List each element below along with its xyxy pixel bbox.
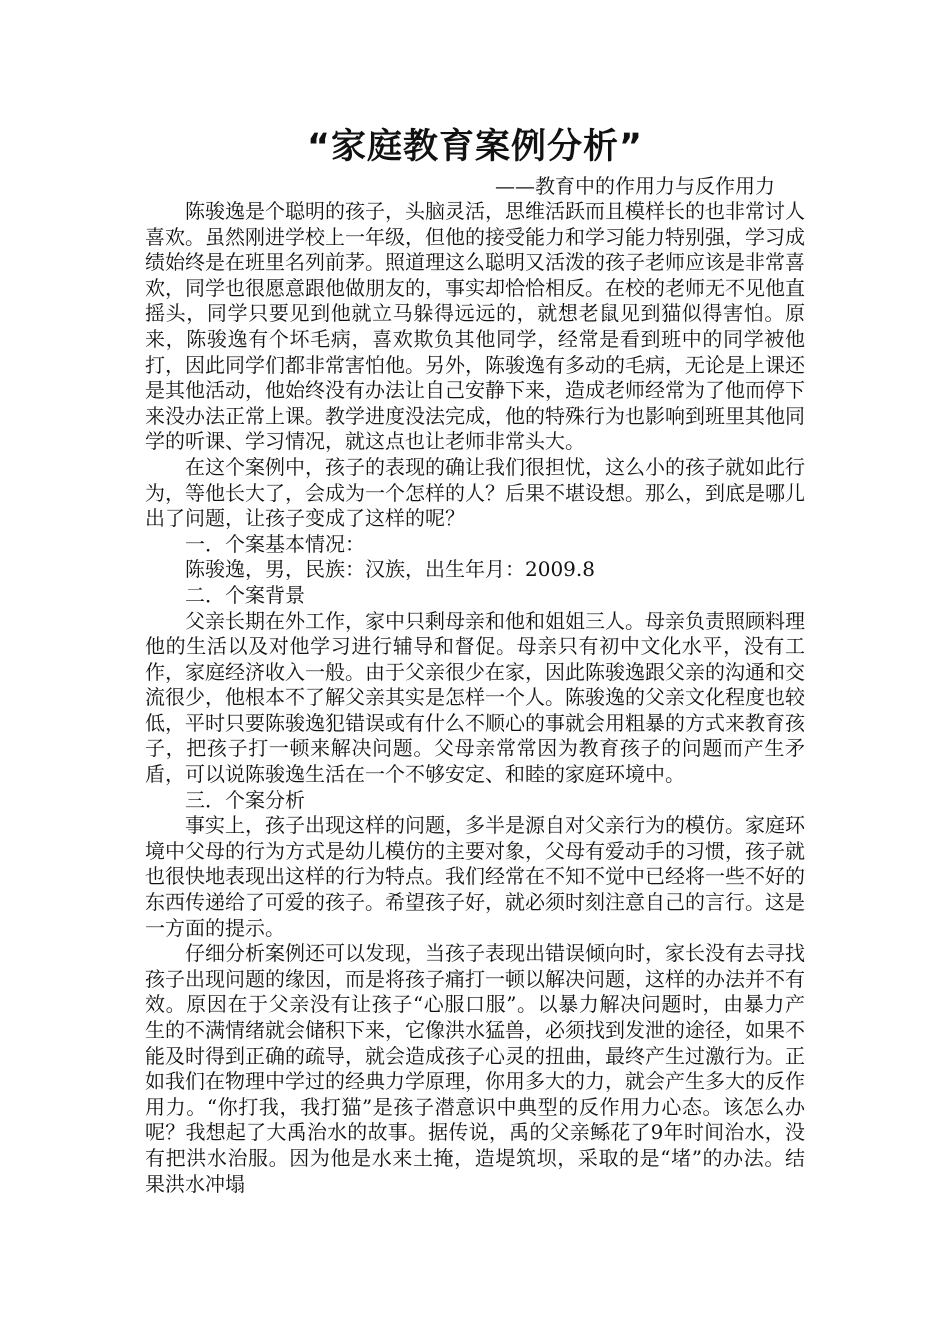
section-heading-analysis: 三．个案分析 — [185, 787, 305, 812]
intro-paragraph: 陈骏逸是个聪明的孩子，头脑灵活，思维活跃而且模样长的也非常讨人喜欢。虽然刚进学校上一年级，但他的接受能力和学习能力特别强，学习成绩始终是在班里名列前茅。照道理这么聪明又活泼的孩子老师应该是非常喜欢，同学也很愿意跟他做朋友的，事实却恰恰相反。在校的老师无不见他直摇头，同学只要见到他就立马躲得远远的，就想老鼠见到猫似得害怕。原来，陈骏逸有个坏毛病，喜欢欺负其他同学，经常是看到班中的同学被他打，因此同学们都非常害怕他。另外，陈骏逸有多动的毛病，无论是上课还是其他活动，他始终没有办法让自己安静下来，造成老师经常为了他而停下来没办法正常上课。教学进度没法完成，他的特殊行为也影响到班里其他同学的听课、学习情况，就这点也让老师非常头大。 — [145, 199, 805, 454]
analysis-paragraph: 事实上，孩子出现这样的问题，多半是源自对父亲行为的模仿。家庭环境中父母的行为方式是幼儿模仿的主要对象，父母有爱动手的习惯，孩子就也很快地表现出这样的行为特点。我们经常在不知不觉中已经将一些不好的东西传递给了可爱的孩子。希望孩子好，就必须时刻注意自己的言行。这是一方面的提示。 — [145, 813, 805, 940]
section-heading-basic-info: 一．个案基本情况： — [185, 531, 365, 556]
background-paragraph: 父亲长期在外工作，家中只剩母亲和他和姐姐三人。母亲负责照顾料理他的生活以及对他学习进行辅导和督促。母亲只有初中文化水平，没有工作，家庭经济收入一般。由于父亲很少在家，因此陈骏逸跟父亲的沟通和交流很少，他根本不了解父亲其实是怎样一个人。陈骏逸的父亲文化程度也较低，平时只要陈骏逸犯错误或有什么不顺心的事就会用粗暴的方式来教育孩子，把孩子打一顿来解决问题。父母亲常常因为教育孩子的问题而产生矛盾，可以说陈骏逸生活在一个不够安定、和睦的家庭环境中。 — [145, 608, 805, 787]
analysis-paragraph: 仔细分析案例还可以发现，当孩子表现出错误倾向时，家长没有去寻找孩子出现问题的缘因，而是将孩子痛打一顿以解决问题，这样的办法并不有效。原因在于父亲没有让孩子“心服口服”。以暴力解决问题时，由暴力产生的不满情绪就会储积下来，它像洪水猛兽，必须找到发泄的途径，如果不能及时得到正确的疏导，就会造成孩子心灵的扭曲，最终产生过激行为。正如我们在物理中学过的经典力学原理，你用多大的力，就会产生多大的反作用力。“你打我，我打猫”是孩子潜意识中典型的反作用力心态。该怎么办呢？我想起了大禹治水的故事。据传说，禹的父亲鲧花了9年时间治水，没有把洪水治服。因为他是水来土掩，造堤筑坝，采取的是“堵”的办法。结果洪水冲塌 — [145, 941, 805, 1196]
section-heading-background: 二．个案背景 — [185, 582, 305, 607]
document-title: “家庭教育案例分析” — [306, 127, 643, 167]
question-paragraph: 在这个案例中，孩子的表现的确让我们很担忧，这么小的孩子就如此行为，等他长大了，会成为一个怎样的人？后果不堪设想。那么，到底是哪儿出了问题，让孩子变成了这样的呢？ — [145, 454, 805, 531]
document-subtitle: ——教育中的作用力与反作用力 — [495, 174, 775, 198]
basic-info-text: 陈骏逸，男，民族：汉族，出生年月：2009.8 — [185, 557, 595, 582]
document-page — [145, 120, 805, 1197]
